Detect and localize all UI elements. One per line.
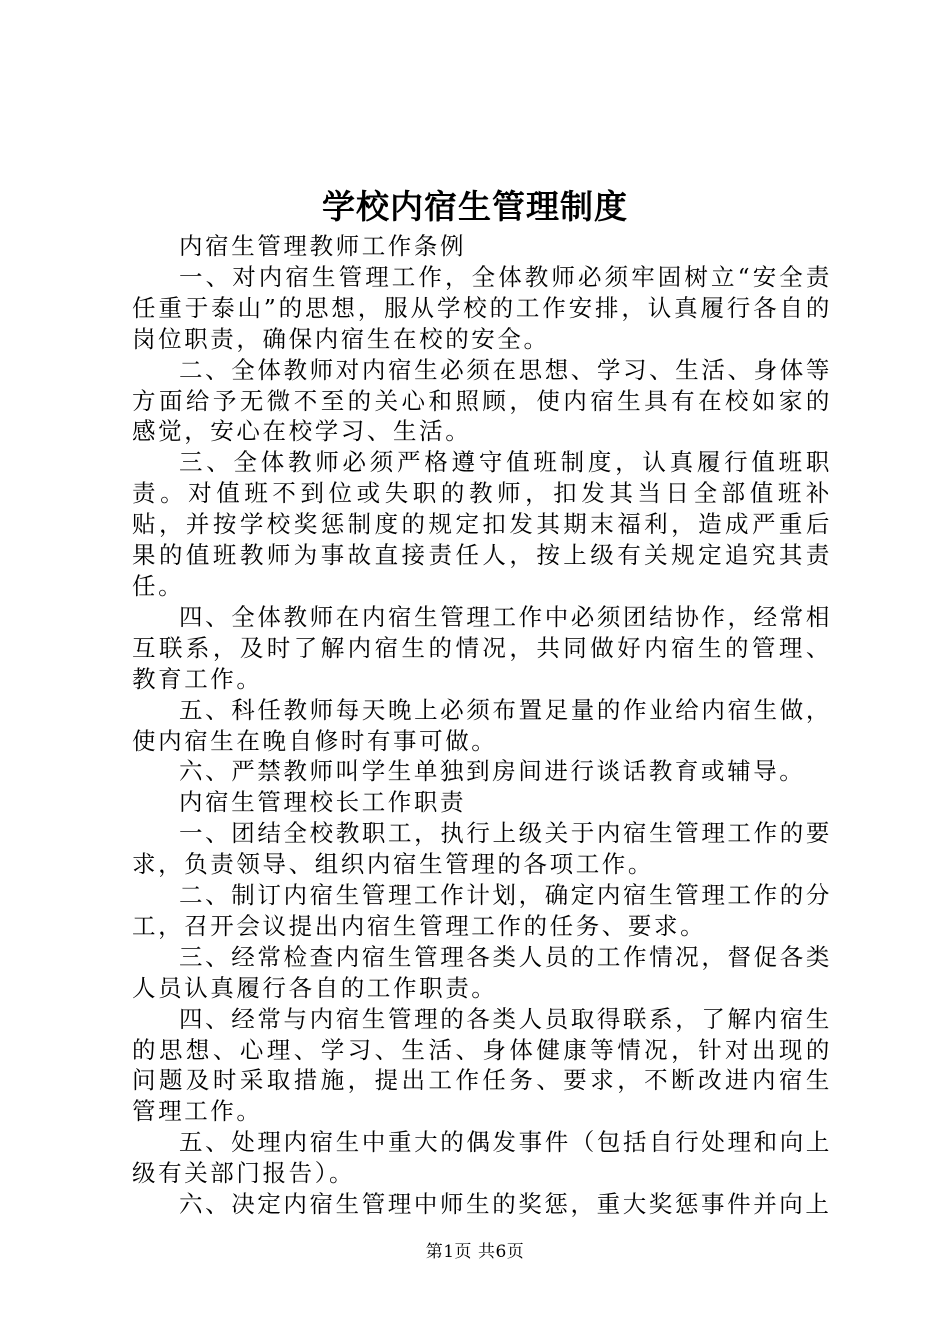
paragraph: 四、全体教师在内宿生管理工作中必须团结协作，经常相互联系，及时了解内宿生的情况，共同做好内宿生的管理、教育工作。 xyxy=(132,602,832,693)
document-title: 学校内宿生管理制度 xyxy=(322,187,628,226)
paragraph: 二、全体教师对内宿生必须在思想、学习、生活、身体等方面给予无微不至的关心和照顾，使内宿生具有在校如家的感觉，安心在校学习、生活。 xyxy=(132,355,832,446)
section-heading: 内宿生管理教师工作条例 xyxy=(179,232,467,260)
paragraph: 一、对内宿生管理工作，全体教师必须牢固树立“安全责任重于泰山”的思想，服从学校的工作安排，认真履行各自的岗位职责，确保内宿生在校的安全。 xyxy=(132,262,832,353)
paragraph: 六、决定内宿生管理中师生的奖惩，重大奖惩事件并向上 xyxy=(179,1190,832,1219)
page-footer: 第1页 共6页 xyxy=(425,1242,525,1262)
paragraph: 二、制订内宿生管理工作计划，确定内宿生管理工作的分工，召开会议提出内宿生管理工作的任务、要求。 xyxy=(132,881,832,940)
paragraph: 一、团结全校教职工，执行上级关于内宿生管理工作的要求，负责领导、组织内宿生管理的各项工作。 xyxy=(132,819,832,879)
document-body xyxy=(132,231,832,1220)
paragraph: 四、经常与内宿生管理的各类人员取得联系，了解内宿生的思想、心理、学习、生活、身体健康等情况，针对出现的问题及时采取措施，提出工作任务、要求，不断改进内宿生管理工作。 xyxy=(132,1004,832,1126)
paragraph: 五、处理内宿生中重大的偶发事件（包括自行处理和向上级有关部门报告）。 xyxy=(132,1128,832,1188)
paragraph: 六、严禁教师叫学生单独到房间进行谈话教育或辅导。 xyxy=(179,757,806,786)
paragraph: 三、经常检查内宿生管理各类人员的工作情况，督促各类人员认真履行各自的工作职责。 xyxy=(132,942,832,1002)
paragraph: 三、全体教师必须严格遵守值班制度，认真履行值班职责。对值班不到位或失职的教师，扣发其当日全部值班补贴，并按学校奖惩制度的规定扣发其期末福利，造成严重后果的值班教师为事故直接责任人，按上级有关规定追究其责任。 xyxy=(132,448,832,600)
paragraph: 五、科任教师每天晚上必须布置足量的作业给内宿生做，使内宿生在晚自修时有事可做。 xyxy=(132,695,832,755)
section-heading: 内宿生管理校长工作职责 xyxy=(179,788,467,817)
